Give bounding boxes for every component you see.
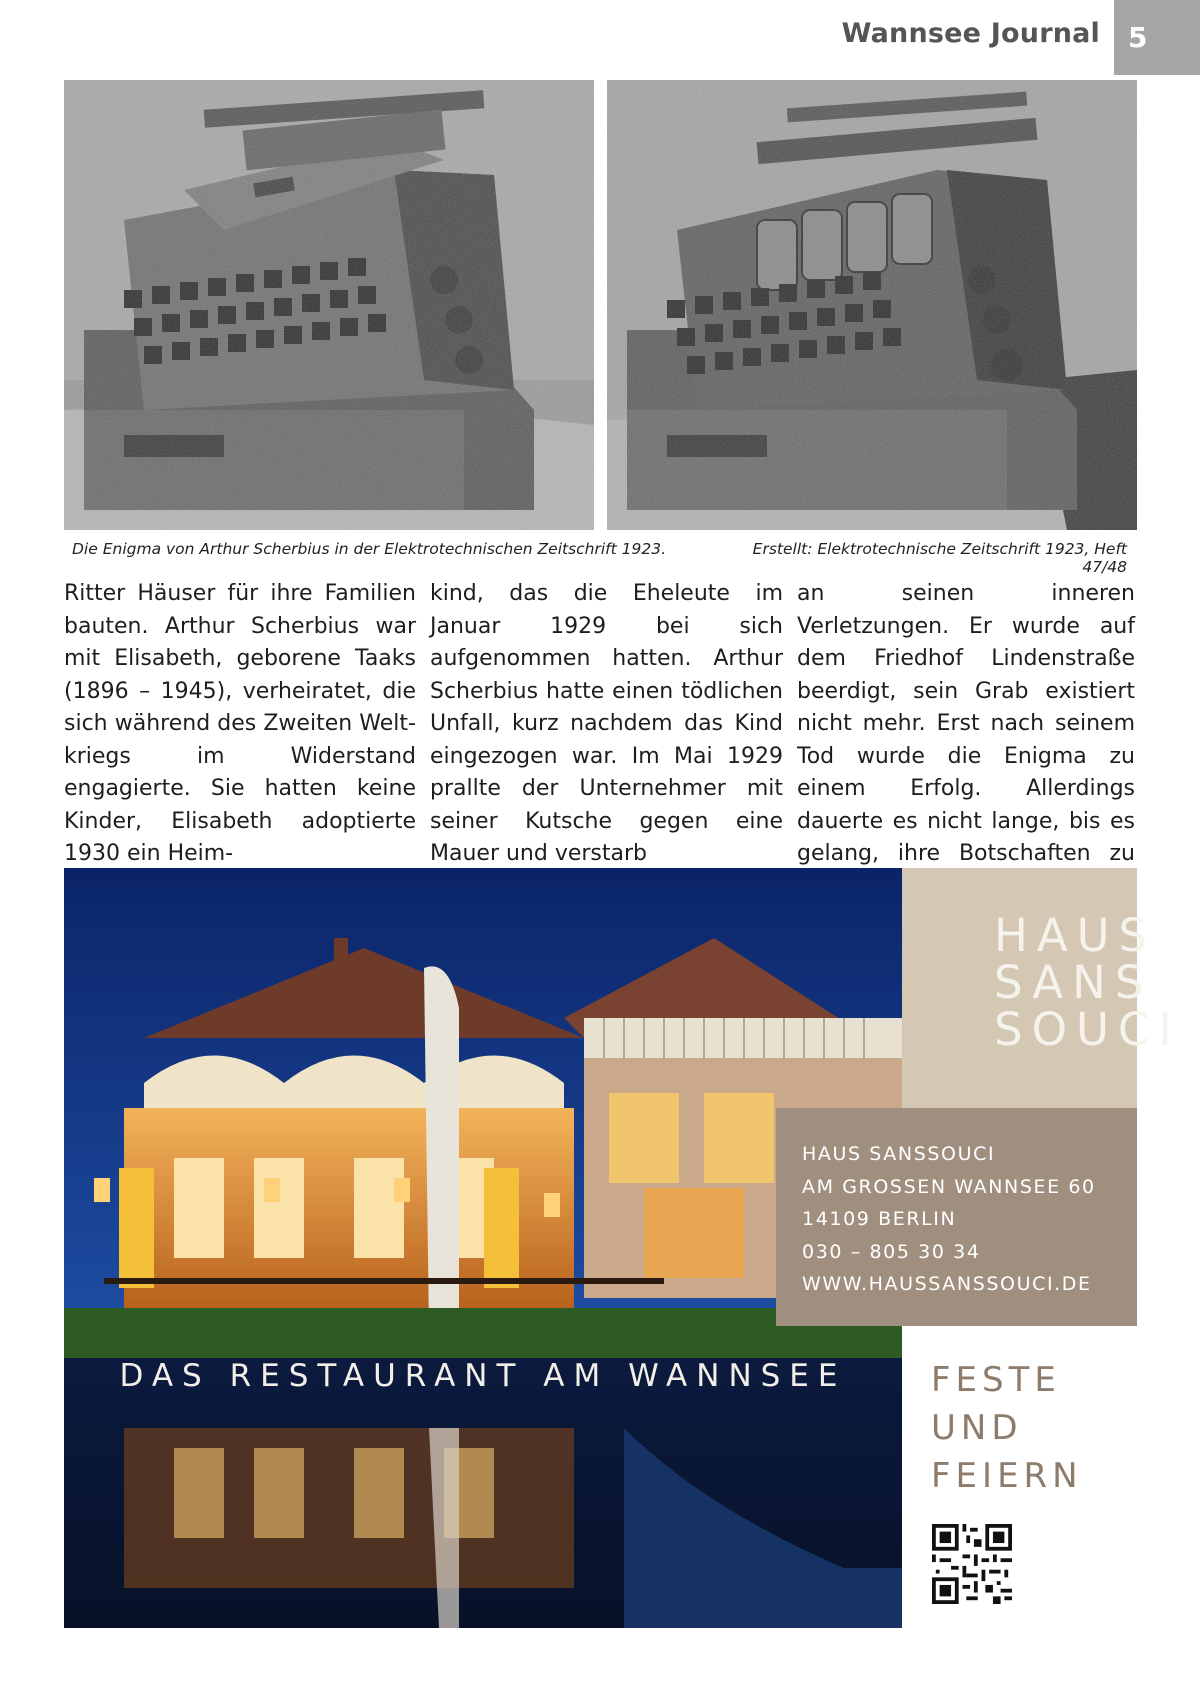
journal-title: Wannsee Journal bbox=[841, 18, 1100, 49]
article-column-3-text: an seinen inneren Verletzungen. Er wurde auf dem Friedhof Lindenstraße beerdigt, sein Grab existiert nicht mehr. Erst nach seinem Tod wurde die Enigma zu einem Erfolg. Allerdings dauerte es nicht lange, bis es gelang, ihre Botschaften zu bbox=[797, 581, 1135, 866]
address-website[interactable]: WWW.HAUSSANSSOUCI.DE bbox=[802, 1273, 1092, 1295]
restaurant-advertisement bbox=[64, 868, 1181, 1628]
address-name: HAUS SANSSOUCI bbox=[802, 1143, 996, 1165]
article-column-1: Ritter Häuser für ihre Familien bauten. Arthur Scherbius war mit Elisabeth, geborene Taaks (1896 – 1945), verheiratet, die sich während des Zweiten Weltkriegs im Widerstand engagierte. Sie hatten keine Kinder, Elisabeth adoptierte 1930 ein Heim- bbox=[64, 581, 416, 866]
feste-line: FESTE bbox=[931, 1360, 1061, 1400]
brand-line: SANS bbox=[994, 956, 1153, 1009]
address-street: AM GROSSEN WANNSEE 60 bbox=[802, 1175, 1096, 1198]
restaurant-slogan: DAS RESTAURANT AM WANNSEE bbox=[119, 1358, 847, 1394]
enigma-photo-open bbox=[607, 80, 1137, 530]
feste-line: FEIERN bbox=[931, 1456, 1083, 1496]
caption-right: Erstellt: Elektrotechnische Zeitschrift 1923, Heft 47/48 bbox=[752, 540, 1127, 576]
brand-line: HAUS bbox=[994, 909, 1157, 962]
brand-logo-box bbox=[902, 868, 1181, 1108]
article-column-2: kind, das die Eheleute im Januar 1929 bei sich aufgenommen hatten. Arthur Scherbius hatte einen tödlichen Unfall, kurz nachdem das Kind eingezogen war. Im Mai 1929 prallte der Unternehmer mit seiner Kutsche gegen eine Mauer und verstarb bbox=[430, 581, 783, 866]
qr-code-icon[interactable] bbox=[932, 1524, 1012, 1604]
address-box bbox=[776, 1108, 1137, 1326]
article-column-3 bbox=[797, 578, 1135, 904]
feste-tagline bbox=[931, 1356, 1083, 1500]
brand-line: SOUCI bbox=[994, 1003, 1181, 1056]
feste-line: UND bbox=[931, 1408, 1023, 1448]
caption-left: Die Enigma von Arthur Scherbius in der Elektrotechnischen Zeitschrift 1923. bbox=[72, 540, 667, 558]
address-phone: 030 – 805 30 34 bbox=[802, 1240, 981, 1263]
enigma-photo-closed bbox=[64, 80, 594, 530]
page-number: 5 bbox=[1114, 0, 1200, 75]
address-city: 14109 BERLIN bbox=[802, 1208, 957, 1230]
